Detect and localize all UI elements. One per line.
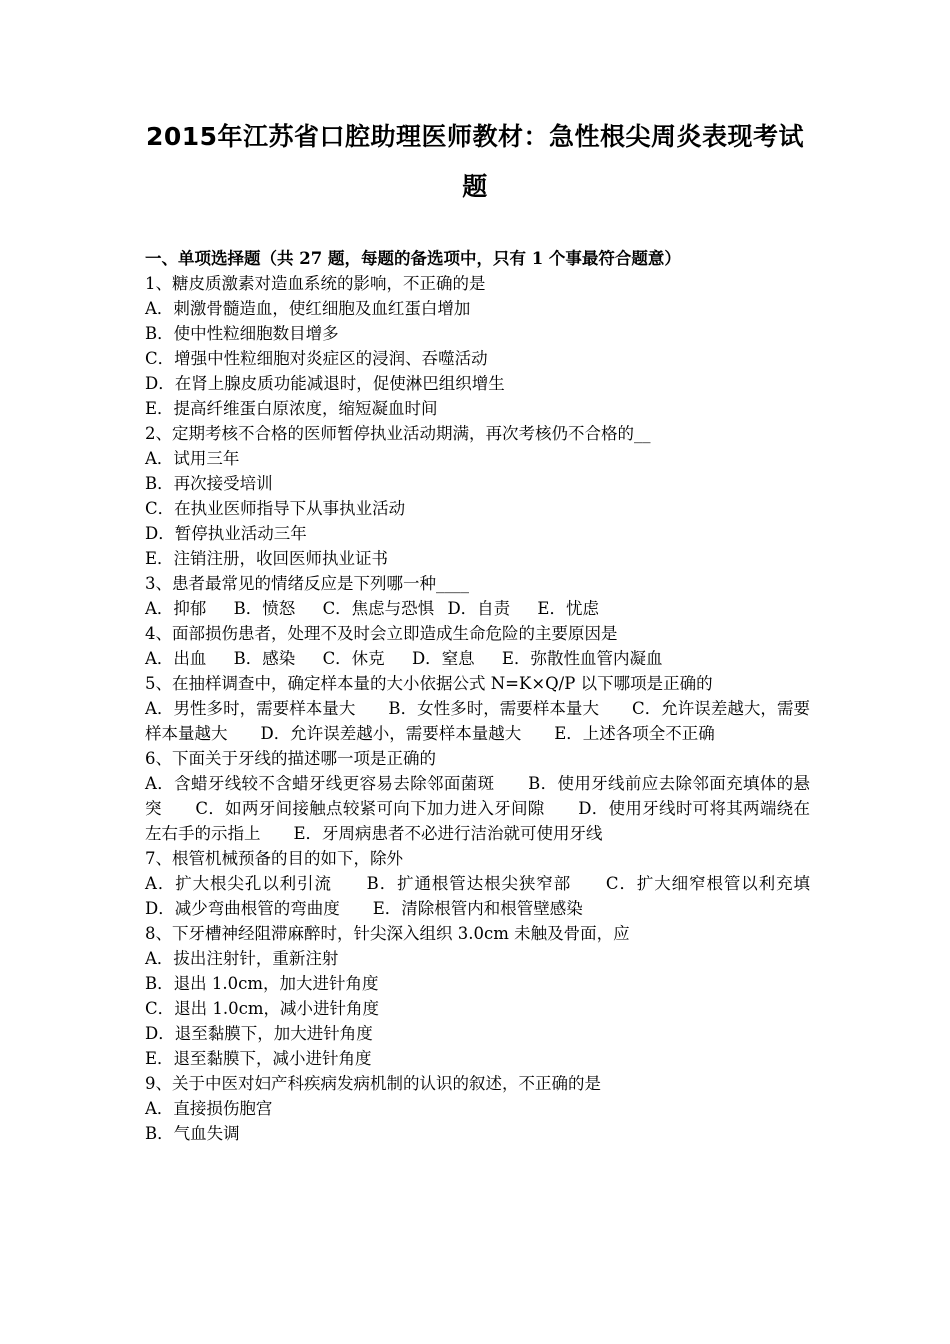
option: A．直接损伤胞宫 (145, 1099, 273, 1118)
option: E．忧虑 (537, 599, 599, 618)
question-stem: 7、根管机械预备的目的如下，除外 (145, 849, 403, 868)
option: A．拔出注射针，重新注射 (145, 949, 339, 968)
question-stem: 6、下面关于牙线的描述哪一项是正确的 (145, 749, 436, 768)
option: B．退出 1.0cm，加大进针角度 (145, 974, 379, 993)
option: E．提高纤维蛋白原浓度，缩短凝血时间 (145, 399, 438, 418)
option: C．在执业医师指导下从事执业活动 (145, 499, 406, 518)
option: B．愤怒 (233, 599, 296, 618)
option: E．退至黏膜下，减小进针角度 (145, 1049, 372, 1068)
inline-options (145, 646, 810, 671)
option: C．退出 1.0cm，减小进针角度 (145, 999, 379, 1018)
option: D．在肾上腺皮质功能减退时，促使淋巴组织增生 (145, 374, 505, 393)
option: A．试用三年 (145, 449, 240, 468)
option: C．增强中性粒细胞对炎症区的浸润、吞噬活动 (145, 349, 488, 368)
option: C．休克 (322, 649, 385, 668)
option: D．暂停执业活动三年 (145, 524, 307, 543)
question-stem: 9、关于中医对妇产科疾病发病机制的认识的叙述，不正确的是 (145, 1074, 601, 1093)
inline-options (145, 596, 810, 621)
document-title (140, 112, 810, 212)
question-stem: 1、糖皮质激素对造血系统的影响，不正确的是 (145, 274, 486, 293)
question-stem: 4、面部损伤患者，处理不及时会立即造成生命危险的主要原因是 (145, 624, 618, 643)
option: D．窒息 (411, 649, 475, 668)
title-line-1: 2015年江苏省口腔助理医师教材：急性根尖周炎表现考试 (145, 122, 805, 151)
options-paragraph: A．扩大根尖孔以利引流 B．扩通根管达根尖狭窄部 C．扩大细窄根管以利充填 D．减少弯曲根管的弯曲度 E．清除根管内和根管壁感染 (145, 874, 843, 918)
question-list (145, 246, 843, 1146)
option: B．感染 (233, 649, 296, 668)
option: A．刺激骨髓造血，使红细胞及血红蛋白增加 (145, 299, 471, 318)
option: B．使中性粒细胞数目增多 (145, 324, 339, 343)
question-stem: 8、下牙槽神经阻滞麻醉时，针尖深入组织 3.0cm 未触及骨面，应 (145, 924, 630, 943)
question-stem: 2、定期考核不合格的医师暂停执业活动期满，再次考核仍不合格的__ (145, 424, 651, 443)
option: D．退至黏膜下，加大进针角度 (145, 1024, 373, 1043)
option: D．自责 (447, 599, 511, 618)
option: A．抑郁 (145, 599, 207, 618)
question-stem: 3、患者最常见的情绪反应是下列哪一种____ (145, 574, 469, 593)
section-header: 一、单项选择题（共 27 题，每题的备选项中，只有 1 个事最符合题意） (145, 249, 681, 268)
option: C．焦虑与恐惧 (322, 599, 435, 618)
option: B．再次接受培训 (145, 474, 273, 493)
option: A．出血 (145, 649, 207, 668)
options-paragraph: A．含蜡牙线较不含蜡牙线更容易去除邻面菌斑 B．使用牙线前应去除邻面充填体的悬突 C．如两牙间接触点较紧可向下加力进入牙间隙 D．使用牙线时可将其两端绕在左右手的示指上 E．牙周病患者不必进行洁治就可使用牙线 (145, 774, 810, 843)
option: B．气血失调 (145, 1124, 240, 1143)
question-stem: 5、在抽样调查中，确定样本量的大小依据公式 N=K×Q/P 以下哪项是正确的 (145, 674, 713, 693)
option: E．弥散性血管内凝血 (501, 649, 663, 668)
option: E．注销注册，收回医师执业证书 (145, 549, 389, 568)
options-paragraph: A．男性多时，需要样本量大 B．女性多时，需要样本量大 C．允许误差越大，需要样本量越大 D．允许误差越小，需要样本量越大 E．上述各项全不正确 (145, 699, 810, 743)
title-line-2: 题 (462, 172, 488, 201)
